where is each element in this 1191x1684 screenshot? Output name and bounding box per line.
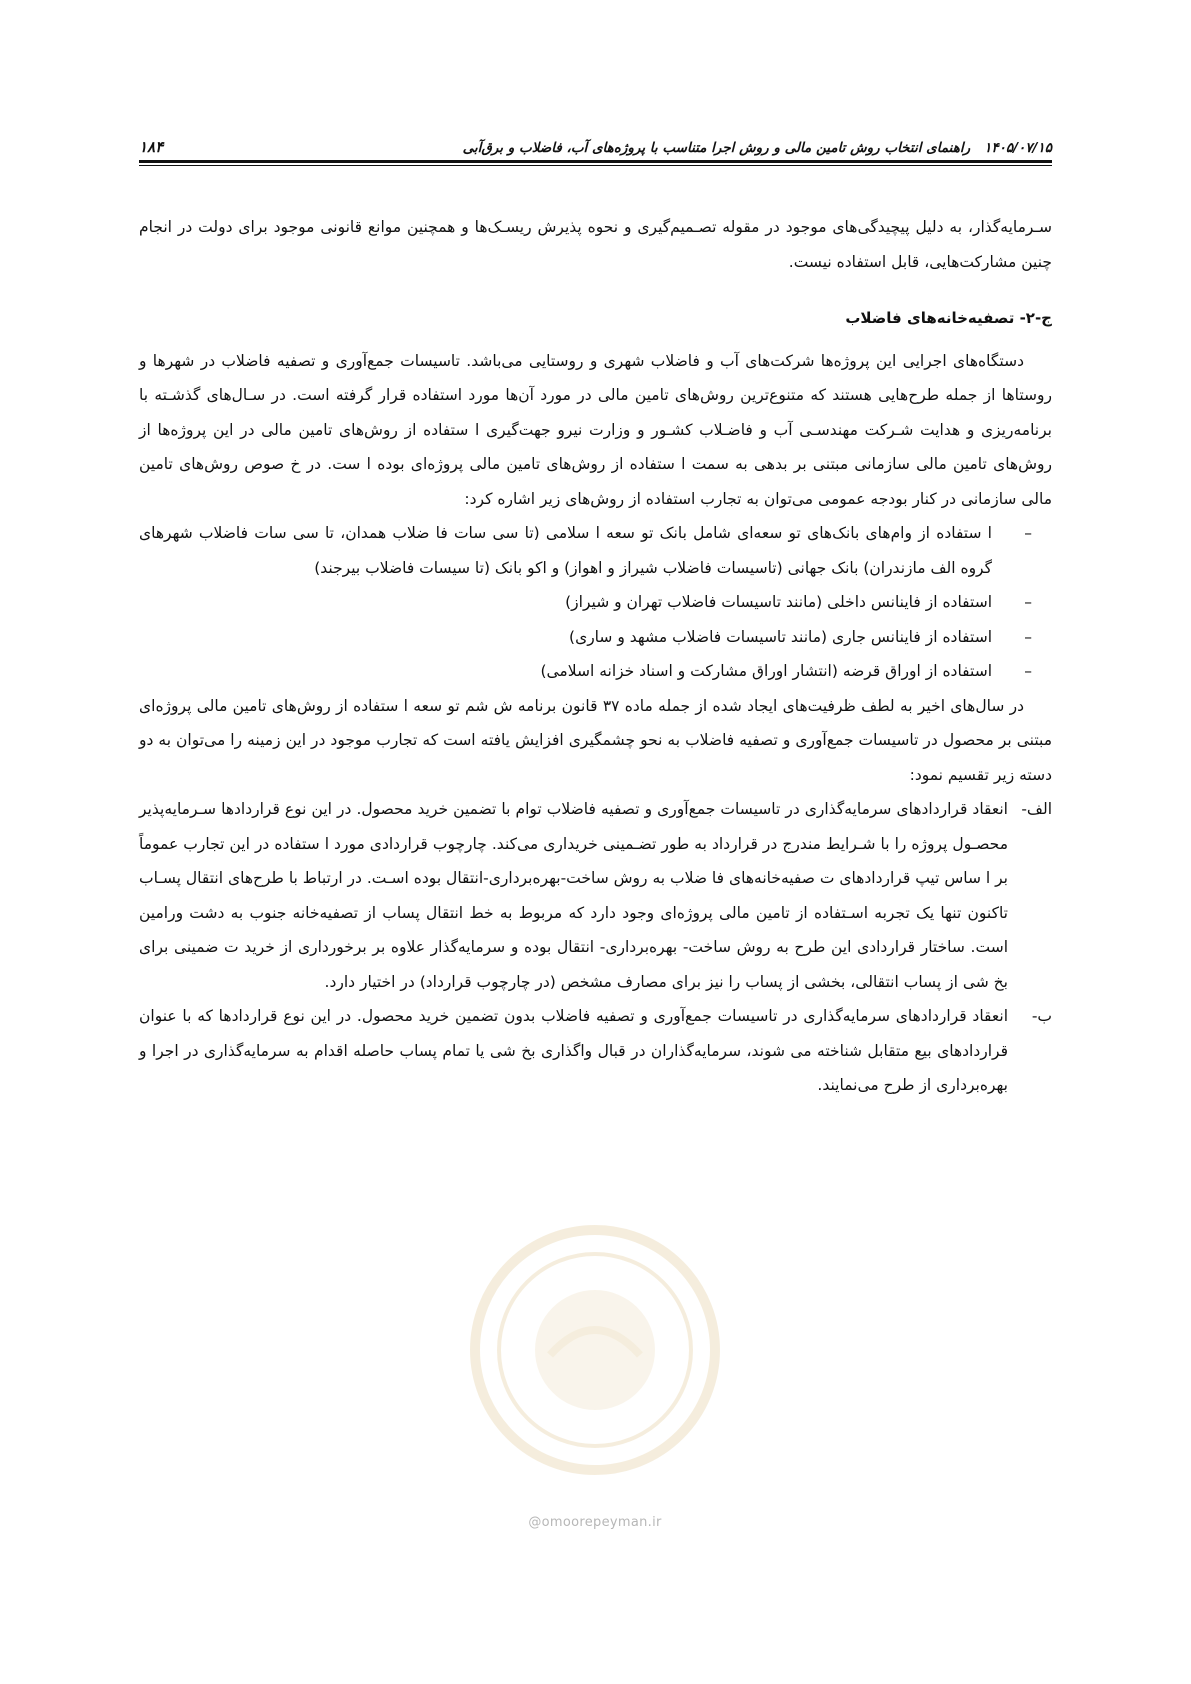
header-rule-thin xyxy=(139,165,1052,166)
intro-paragraph: سـرمایه‌گذار، به دلیل پیچیدگی‌های موجود در مقوله تصـمیم‌گیری و نحوه پذیرش ریسـک‌ها و همچنین موانع قانونی موجود برای دولت در انجام چنین مشارکت‌هایی، قابل استفاده نیست. xyxy=(139,218,1052,271)
watermark-seal xyxy=(455,1210,735,1490)
header-title: راهنمای انتخاب روش تامین مالی و روش اجرا متناسب با پروژه‌های آب، فاضلاب و برق‌آبی xyxy=(462,140,971,156)
item-b-text: انعقاد قراردادهای سرمایه‌گذاری در تاسیسات جمع‌آوری و تصفیه فاضلاب بدون تضمین خرید محصول. در این نوع قراردادها که با عنوان قراردادهای بیع متقابل شناخته می شوند، سرمایه‌گذاران در قبال واگذاری بخ شی یا تمام پساب حاصله اقدام به سرمایه‌گذاری در اجرا و بهره‌برداری از طرح می‌نمایند. xyxy=(139,1007,1008,1094)
item-a-text: انعقاد قراردادهای سرمایه‌گذاری در تاسیسات جمع‌آوری و تصفیه فاضلاب توام با تضمین خرید محصول. در این نوع قراردادها سـرمایه‌پذیر محصـول پروژه را با شـرایط مندرج در قرارداد به طور تضـمینی خریداری می‌کند. چارچوب قراردادی مورد ا ستفاده در این تجارب عموماً بر ا ساس تیپ قراردادهای ت صفیه‌خانه‌های فا ضلاب به روش ساخت-بهره‌برداری-انتقال بوده اسـت. در ارتباط با طرح‌های انتقال پسـاب تاکنون تنها یک تجربه اسـتفاده از تامین مالی پروژه‌ای وجود دارد که مربوط به خط انتقال پساب از تصفیه‌خانه جنوب به دشت ورامین است. ساختار قراردادی این طرح به روش ساخت- بهره‌برداری- انتقال بوده و سرمایه‌گذار علاوه بر برخورداری از خرید ت ضمینی برای بخ شی از پساب انتقالی، بخشی از پساب را نیز برای مصارف مشخص (در چارچوب قرارداد) در اختیار دارد. xyxy=(139,800,1008,991)
list-item: – استفاده از فاینانس داخلی (مانند تاسیسات فاضلاب تهران و شیراز) xyxy=(139,585,1032,620)
page-header xyxy=(139,130,1052,156)
item-a-marker: الف- xyxy=(1021,800,1052,818)
item-b-marker: ب- xyxy=(1031,1007,1052,1025)
header-rule-thick xyxy=(139,160,1052,163)
watermark-url: @omoorepeyman.ir xyxy=(528,1515,662,1530)
lettered-item-a xyxy=(139,792,1052,999)
list-item: – استفاده از اوراق قرضه (انتشار اوراق مشارکت و اسناد خزانه اسلامی) xyxy=(139,654,1032,689)
section-heading: ج-۲- تصفیه‌خانه‌های فاضلاب xyxy=(845,309,1052,327)
body-paragraph-1: دستگاه‌های اجرایی این پروژه‌ها شرکت‌های آب و فاضلاب شهری و روستایی می‌باشد. تاسیسات جمع‌آوری و تصفیه فاضلاب در شهرها و روستاها از جمله طرح‌هایی هستند که متنوع‌ترین روش‌های تامین مالی در مورد آن‌ها مورد استفاده قرار گرفته است. در سـال‌های گذشـته با برنامه‌ریزی و هدایت شـرکت مهندسـی آب و فاضـلاب کشـور و وزارت نیرو جهت‌گیری ا ستفاده از روش‌های تامین مالی در این پروژه‌ها از روش‌های تامین مالی سازمانی مبتنی بر بدهی به سمت ا ستفاده از روش‌های تامین مالی پروژه‌ای بوده ا ست. در خ صوص روش‌های تامین مالی سازمانی در کنار بودجه عمومی می‌توان به تجارب استفاده از روش‌های زیر اشاره کرد: xyxy=(139,351,1052,508)
body-paragraph-2: در سال‌های اخیر به لطف ظرفیت‌های ایجاد شده از جمله ماده ۳۷ قانون برنامه ش شم تو سعه ا ستفاده از روش‌های تامین مالی پروژه‌ای مبتنی بر محصول در تاسیسات جمع‌آوری و تصفیه فاضلاب به نحو چشمگیری افزایش یافته است که تجارب موجود در این زمینه را می‌توان به دو دسته زیر تقسیم نمود: xyxy=(139,696,1052,784)
list-item: – ا ستفاده از وام‌های بانک‌های تو سعه‌ای شامل بانک تو سعه ا سلامی (تا سی سات فا ضلاب همدان، تا سی سات فاضلاب شهرهای گروه الف مازندران) بانک جهانی (تاسیسات فاضلاب شیراز و اهواز) و اکو بانک (تا سیسات فاضلاب بیرجند) xyxy=(139,516,1032,585)
running-header-title xyxy=(463,140,1052,156)
header-date: ۱۴۰۵/۰۷/۱۵ xyxy=(984,140,1052,156)
page-number: ۱۸۴ xyxy=(139,138,164,156)
page-body xyxy=(139,210,1052,1103)
financing-methods-list xyxy=(139,516,1052,689)
lettered-item-b xyxy=(139,999,1052,1103)
list-item: – استفاده از فاینانس جاری (مانند تاسیسات فاضلاب مشهد و ساری) xyxy=(139,620,1032,655)
